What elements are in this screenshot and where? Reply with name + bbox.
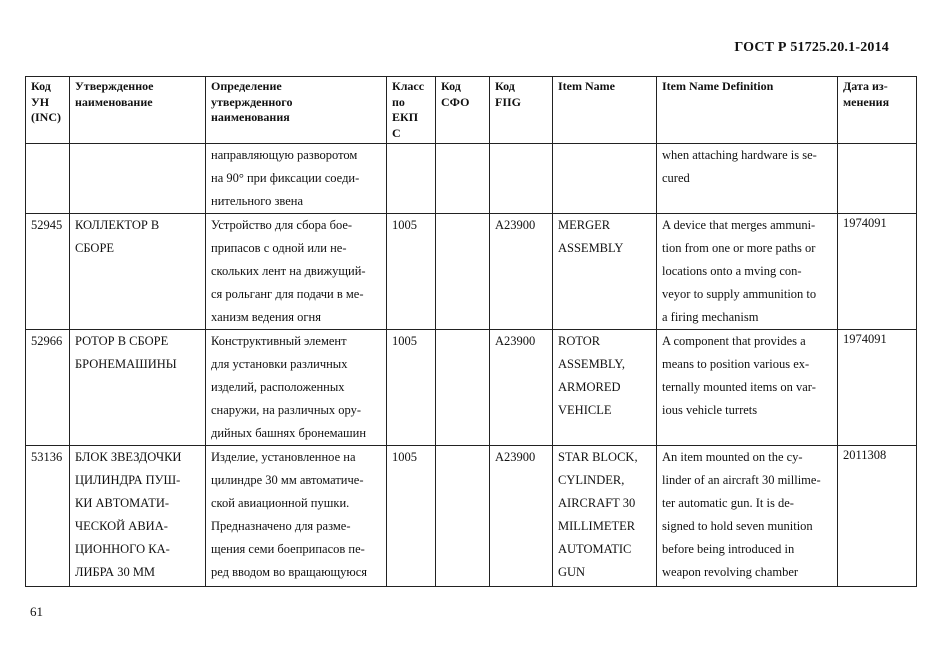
- cell-item-name-definition: An item mounted on the cy- linder of an aircraft 30 millime- ter automatic gun. It is de- signed to hold seven munition before being introduced in weapon revolving chamber: [657, 446, 838, 587]
- cell-fiig-code: A23900: [490, 330, 553, 446]
- cell-sfo-code: [436, 214, 490, 330]
- table-row: [26, 446, 917, 587]
- cell-name-definition: направляющую разворотом на 90° при фиксации соеди- нительного звена: [206, 144, 387, 214]
- cell-ekps-class: [387, 144, 436, 214]
- cell-approved-name: [70, 144, 206, 214]
- table-row: [26, 330, 917, 446]
- cell-fiig-code: A23900: [490, 446, 553, 587]
- cell-sfo-code: [436, 330, 490, 446]
- cell-fiig-code: [490, 144, 553, 214]
- cell-item-name: [553, 144, 657, 214]
- cell-inc-code: 53136: [26, 446, 70, 587]
- cell-name-definition: Конструктивный элемент для установки различных изделий, расположенных снаружи, на различных ору- дийных башнях бронемашин: [206, 330, 387, 446]
- cell-change-date: 2011308: [838, 446, 917, 587]
- cell-item-name: STAR BLOCK, CYLINDER, AIRCRAFT 30 MILLIMETER AUTOMATIC GUN: [553, 446, 657, 587]
- cell-item-name-definition: when attaching hardware is se- cured: [657, 144, 838, 214]
- header-change-date: Дата из- менения: [838, 77, 917, 144]
- cell-name-definition: Изделие, установленное на цилиндре 30 мм автоматиче- ской авиационной пушки. Предназначено для разме- щения семи боеприпасов пе- ред вводом во вращающуюся: [206, 446, 387, 587]
- document-header: ГОСТ Р 51725.20.1-2014: [734, 40, 889, 55]
- item-names-table: [25, 76, 917, 587]
- cell-change-date: 1974091: [838, 214, 917, 330]
- cell-approved-name: БЛОК ЗВЕЗДОЧКИ ЦИЛИНДРА ПУШ- КИ АВТОМАТИ- ЧЕСКОЙ АВИА- ЦИОННОГО КА- ЛИБРА 30 ММ: [70, 446, 206, 587]
- cell-sfo-code: [436, 446, 490, 587]
- header-ekps-class: Класс по ЕКП С: [387, 77, 436, 144]
- table-row: [26, 214, 917, 330]
- header-fiig-code: Код FIIG: [490, 77, 553, 144]
- header-name-definition: Определение утвержденного наименования: [206, 77, 387, 144]
- cell-approved-name: КОЛЛЕКТОР В СБОРЕ: [70, 214, 206, 330]
- cell-approved-name: РОТОР В СБОРЕ БРОНЕМАШИНЫ: [70, 330, 206, 446]
- cell-ekps-class: 1005: [387, 446, 436, 587]
- cell-item-name-definition: A component that provides a means to position various ex- ternally mounted items on var- ious vehicle turrets: [657, 330, 838, 446]
- cell-change-date: 1974091: [838, 330, 917, 446]
- header-inc-code: Код УН (INC): [26, 77, 70, 144]
- header-approved-name: Утвержденное наименование: [70, 77, 206, 144]
- cell-item-name: ROTOR ASSEMBLY, ARMORED VEHICLE: [553, 330, 657, 446]
- cell-inc-code: 52945: [26, 214, 70, 330]
- table-row: [26, 144, 917, 214]
- header-item-name-definition: Item Name Definition: [657, 77, 838, 144]
- cell-item-name-definition: A device that merges ammuni- tion from one or more paths or locations onto a mving con- veyor to supply ammunition to a firing mechanism: [657, 214, 838, 330]
- cell-inc-code: 52966: [26, 330, 70, 446]
- cell-change-date: [838, 144, 917, 214]
- cell-name-definition: Устройство для сбора бое- припасов с одной или не- скольких лент на движущий- ся рольганг для подачи в ме- ханизм ведения огня: [206, 214, 387, 330]
- cell-sfo-code: [436, 144, 490, 214]
- table-header-row: [26, 77, 917, 144]
- page-number: 61: [30, 604, 43, 619]
- header-item-name: Item Name: [553, 77, 657, 144]
- header-sfo-code: Код СФО: [436, 77, 490, 144]
- cell-ekps-class: 1005: [387, 330, 436, 446]
- cell-inc-code: [26, 144, 70, 214]
- cell-ekps-class: 1005: [387, 214, 436, 330]
- cell-fiig-code: A23900: [490, 214, 553, 330]
- cell-item-name: MERGER ASSEMBLY: [553, 214, 657, 330]
